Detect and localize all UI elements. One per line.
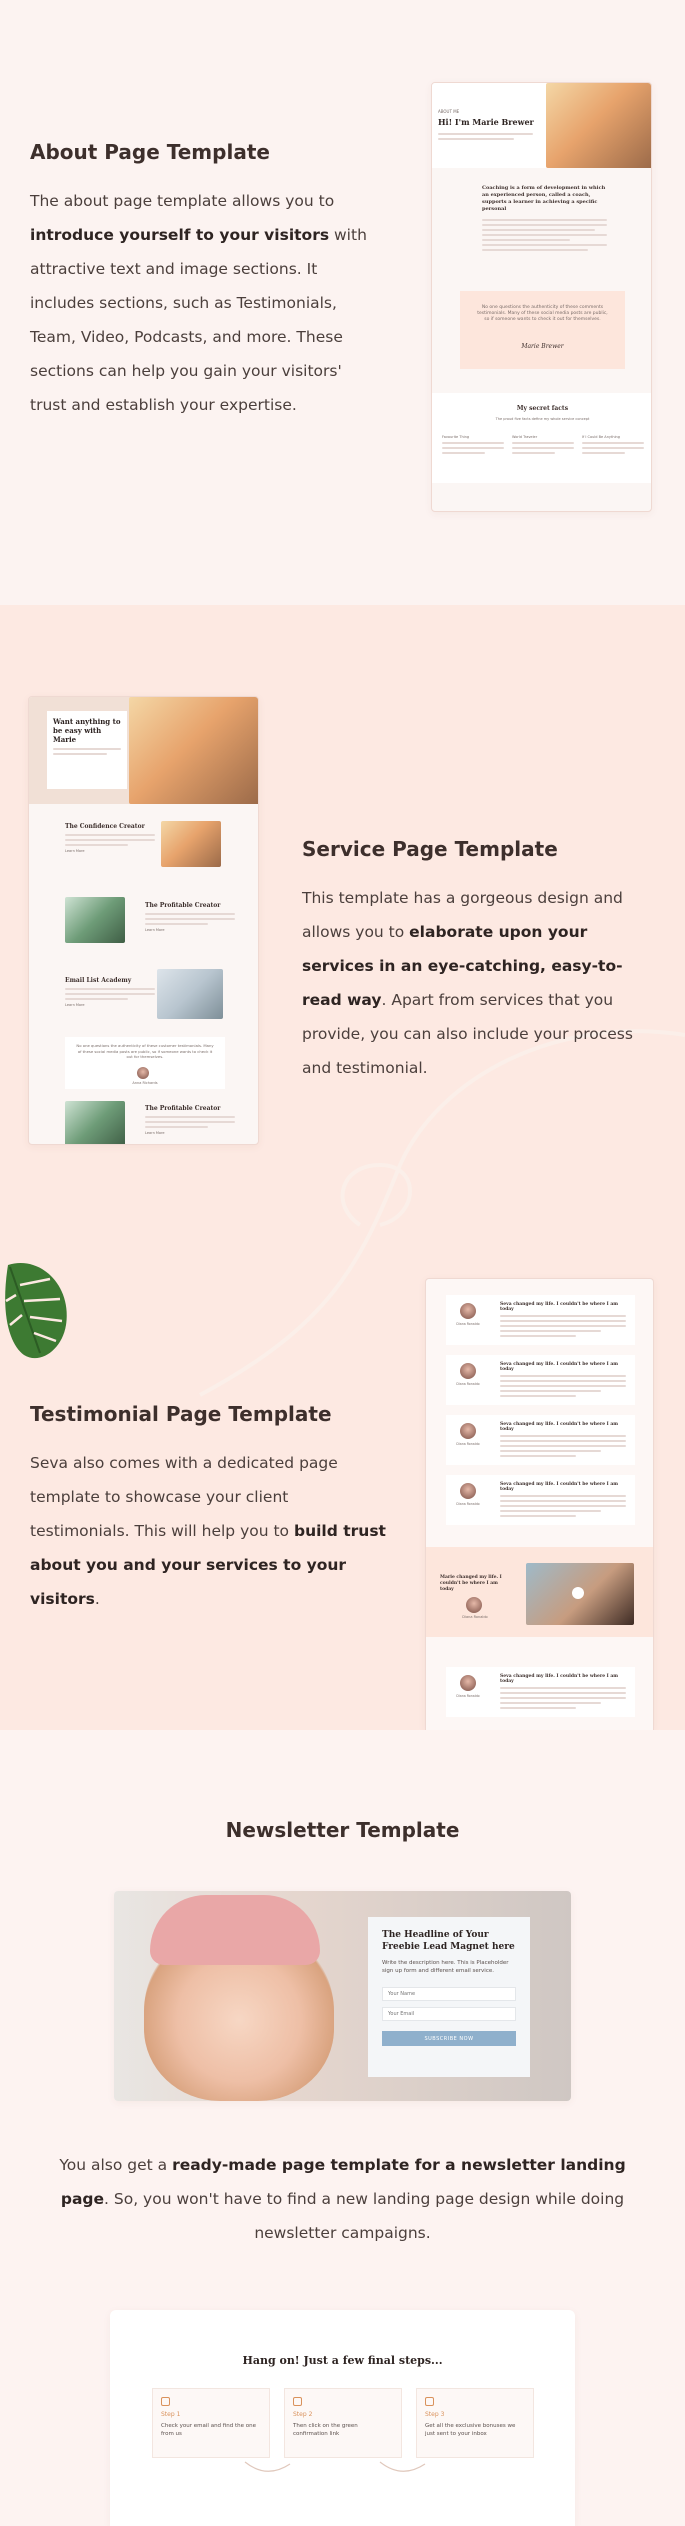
- newsletter-title: Newsletter Template: [225, 1818, 460, 1842]
- service-preview-item-3: Email List Academy: [65, 977, 132, 984]
- service-preview-link-2[interactable]: Learn More: [145, 928, 165, 932]
- newsletter-step-2: [284, 2388, 402, 2458]
- testimonial-avatar: [460, 1483, 476, 1499]
- service-preview-card[interactable]: [28, 696, 259, 1145]
- testimonial-author: Diana Ronaldo: [456, 1442, 480, 1446]
- newsletter-form-heading: The Headline of Your Freebie Lead Magnet here: [382, 1930, 515, 1952]
- testimonial-author: Diana Ronaldo: [456, 1502, 480, 1506]
- service-title: Service Page Template: [302, 837, 558, 861]
- testimonial-preview-item: [446, 1355, 635, 1405]
- about-preview-signature: Marie Brewer: [521, 343, 564, 350]
- newsletter-step-3: [416, 2388, 534, 2458]
- testimonial-preview-video-block: [426, 1547, 654, 1637]
- about-description: The about page template allows you to introduce yourself to your visitors with attractive text and image sections. It includes sections, such as Testimonials, Team, Video, Podcasts, and more. These sections can help you gain your visitors' trust and establish your expertise.: [30, 192, 367, 414]
- service-description: This template has a gorgeous design and allows you to elaborate upon your services in an eye-catching, easy-to-read way. Apart from services that you provide, you can also include your process and testimonial.: [302, 889, 633, 1077]
- service-preview-item-4: The Profitable Creator: [145, 1105, 221, 1112]
- about-preview-quote-box: [460, 291, 625, 369]
- service-preview-hero-photo: [129, 697, 259, 804]
- step-label: Step 3: [425, 2411, 445, 2418]
- testimonial-author: Diana Ronaldo: [456, 1382, 480, 1386]
- testimonial-preview-item: [446, 1415, 635, 1465]
- about-preview-photo: [546, 83, 652, 168]
- testimonial-title: Testimonial Page Template: [30, 1402, 332, 1426]
- step-label: Step 2: [293, 2411, 313, 2418]
- about-preview-card[interactable]: [431, 82, 652, 512]
- testimonial-preview-item: [446, 1475, 635, 1525]
- step-icon: [293, 2397, 302, 2406]
- testimonial-preview-video-avatar: [466, 1597, 482, 1613]
- step-text: Then click on the green confirmation link: [293, 2423, 358, 2437]
- service-preview-item-2-photo: [65, 897, 125, 943]
- service-preview-item-1-photo: [161, 821, 221, 867]
- service-preview-item-3-photo: [157, 969, 223, 1019]
- play-icon[interactable]: [572, 1587, 584, 1599]
- about-preview-quote-heading: Coaching is a form of development in which an experienced person, called a coach, supports a learner in achieving a specific personal: [482, 185, 606, 212]
- service-preview-item-4-photo: [65, 1101, 125, 1145]
- service-preview-author: Anna Richards: [132, 1081, 158, 1085]
- service-preview-link-4[interactable]: Learn More: [145, 1131, 165, 1135]
- testimonial-avatar: [460, 1675, 476, 1691]
- service-preview-hero-heading: Want anything to be easy with Marie: [53, 717, 121, 744]
- service-preview-item-2: The Profitable Creator: [145, 902, 221, 909]
- testimonial-avatar: [460, 1363, 476, 1379]
- step-icon: [161, 2397, 170, 2406]
- about-preview-fact-3: If I Could Be Anything: [582, 435, 620, 439]
- testimonial-heading: Seva changed my life. I couldn't be where I am today: [500, 1422, 618, 1432]
- service-preview-link-3[interactable]: Learn More: [65, 1003, 85, 1007]
- testimonial-preview-card[interactable]: [425, 1278, 654, 1730]
- testimonial-preview-video-heading: Marie changed my life. I couldn't be where I am today: [440, 1575, 502, 1592]
- about-section: [0, 0, 685, 605]
- testimonial-author: Diana Ronaldo: [456, 1322, 480, 1326]
- newsletter-email-input[interactable]: [382, 2007, 516, 2021]
- newsletter-section: [0, 1730, 685, 2526]
- about-preview-fact-2: World Traveler: [512, 435, 538, 439]
- newsletter-preview-card[interactable]: [114, 1891, 571, 2101]
- testimonial-heading: Seva changed my life. I couldn't be where I am today: [500, 1302, 618, 1312]
- service-preview-link-1[interactable]: Learn More: [65, 849, 85, 853]
- steps-arrows: [110, 2450, 575, 2480]
- about-title: About Page Template: [30, 140, 270, 164]
- about-preview-fact-1: Favourite Thing: [442, 435, 470, 439]
- step-label: Step 1: [161, 2411, 181, 2418]
- testimonial-preview-item: [446, 1295, 635, 1345]
- about-preview-quote: No one questions the authenticity of these comments testimonials. Many of these social media posts are public, so if someone wants to check it out for themselves.: [477, 305, 608, 322]
- newsletter-name-input[interactable]: [382, 1987, 516, 2001]
- newsletter-form-desc: Write the description here. This is Placeholder sign up form and different email service.: [382, 1960, 509, 1974]
- service-preview-item-1: The Confidence Creator: [65, 823, 145, 830]
- newsletter-step-1: [152, 2388, 270, 2458]
- monstera-leaf-icon: [0, 1255, 72, 1365]
- about-preview-facts-sub: The proud five facts define my whole service concept: [495, 417, 590, 421]
- step-text: Get all the exclusive bonuses we just sent to your inbox: [425, 2423, 516, 2437]
- step-text: Check your email and find the one from us: [161, 2423, 256, 2437]
- testimonial-heading: Seva changed my life. I couldn't be where I am today: [500, 1482, 618, 1492]
- testimonial-description: Seva also comes with a dedicated page template to showcase your client testimonials. This will help you to build trust about you and your services to your visitors.: [30, 1454, 386, 1608]
- step-icon: [425, 2397, 434, 2406]
- testimonial-preview-item: [446, 1667, 635, 1717]
- newsletter-description: You also get a ready-made page template for a newsletter landing page. So, you won't have to find a new landing page design while doing newsletter campaigns.: [59, 2156, 626, 2242]
- about-preview-eyebrow: ABOUT ME: [438, 109, 460, 114]
- testimonial-preview-video-author: Diana Ronaldo: [462, 1615, 488, 1619]
- testimonial-avatar: [460, 1303, 476, 1319]
- newsletter-steps-card: [110, 2310, 575, 2526]
- newsletter-form: [368, 1917, 530, 2077]
- newsletter-subscribe-button[interactable]: SUBSCRIBE NOW: [382, 2031, 516, 2046]
- service-section: [0, 605, 685, 1730]
- testimonial-preview-video[interactable]: [526, 1563, 634, 1625]
- testimonial-avatar: [460, 1423, 476, 1439]
- about-preview-heading: Hi! I'm Marie Brewer: [438, 117, 534, 127]
- service-preview-quote: No one questions the authenticity of these customer testimonials. Many of these social media posts are public, so if someone wants to check it out for themselves.: [76, 1043, 214, 1059]
- service-preview-avatar: [137, 1067, 149, 1079]
- testimonial-author: Diana Ronaldo: [456, 1694, 480, 1698]
- testimonial-heading: Seva changed my life. I couldn't be where I am today: [500, 1362, 618, 1372]
- about-preview-facts-title: My secret facts: [516, 405, 569, 412]
- newsletter-steps-title: Hang on! Just a few final steps...: [242, 2354, 443, 2367]
- testimonial-heading: Seva changed my life. I couldn't be where I am today: [500, 1674, 618, 1684]
